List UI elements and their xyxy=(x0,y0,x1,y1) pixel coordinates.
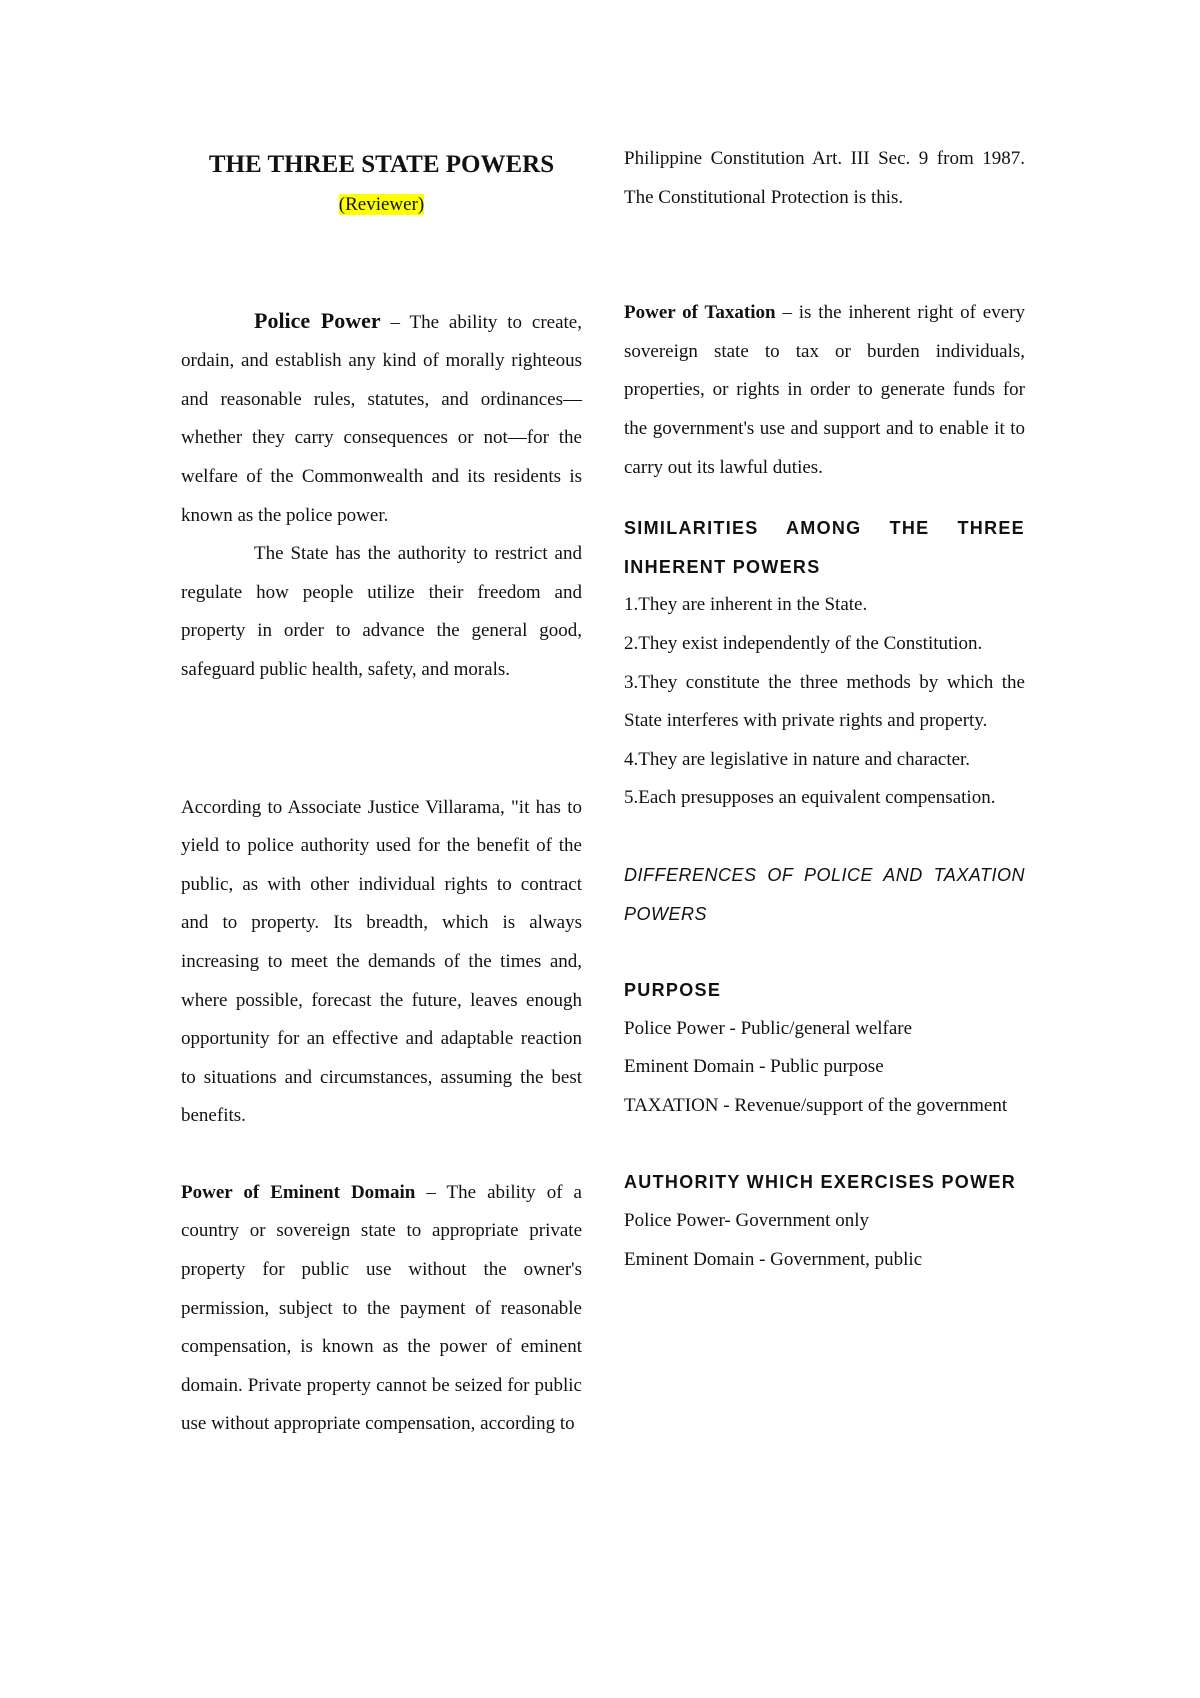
police-power-paragraph-2: The State has the authority to restrict and regulate how people utilize their freedom and property in order to advance the general good, safeguard public health, safety, and morals. xyxy=(181,543,582,680)
document-subtitle xyxy=(181,186,582,225)
police-power-paragraph xyxy=(181,302,582,536)
eminent-domain-definition: – The ability of a country or sovereign state to appropriate private property for public use without the owner's permission, subject to the payment of reasonable compensation, is known as the power of eminent domain. Private property cannot be seized for public use without appropriate compensation, according to xyxy=(181,1181,582,1435)
similarities-heading: SIMILARITIES AMONG THE THREE INHERENT POWERS xyxy=(624,518,1025,577)
document-title: THE THREE STATE POWERS xyxy=(208,151,555,178)
villarama-paragraph: According to Associate Justice Villarama, "it has to yield to police authority used for the benefit of the public, as with other individual rights to contract and to property. Its breadth, which is always increasing to meet the demands of the times and, where possible, forecast the future, leaves enough opportunity for an effective and adaptable reaction to situations and circumstances, assuming the best benefits. xyxy=(181,796,582,1127)
purpose-heading: PURPOSE xyxy=(624,980,722,1001)
similarity-item: 1.They are inherent in the State. xyxy=(624,594,868,616)
right-column xyxy=(624,140,1025,1279)
spacer xyxy=(624,933,1025,971)
spacer xyxy=(624,217,1025,294)
spacer xyxy=(624,1125,1025,1163)
authority-heading: AUTHORITY WHICH EXERCISES POWER xyxy=(624,1172,1016,1193)
authority-item: Police Power- Government only xyxy=(624,1210,869,1232)
spacer xyxy=(181,225,582,302)
spacer xyxy=(624,818,1025,856)
spacer xyxy=(181,767,582,789)
police-power-definition: – The ability to create, ordain, and establish any kind of morally righteous and reasonable rules, statutes, and ordinances—whether they carry consequences or not—for the welfare of the Commonwealth and its residents is known as the police power. xyxy=(181,311,582,526)
eminent-domain-paragraph xyxy=(181,1174,582,1444)
constitution-continuation: Philippine Constitution Art. III Sec. 9 from 1987. The Constitutional Protection is this. xyxy=(624,148,1025,208)
taxation-term: Power of Taxation xyxy=(624,302,776,324)
left-column xyxy=(181,140,582,1444)
police-power-term: Police Power xyxy=(254,307,381,333)
similarity-item: 3.They constitute the three methods by which the State interferes with private rights and property. xyxy=(624,671,1025,732)
similarity-item: 4.They are legislative in nature and character. xyxy=(624,748,971,770)
spacer xyxy=(624,487,1025,509)
purpose-item: TAXATION - Revenue/support of the government xyxy=(624,1094,1008,1116)
purpose-item: Eminent Domain - Public purpose xyxy=(624,1056,884,1078)
taxation-paragraph xyxy=(624,294,1025,487)
similarity-item: 5.Each presupposes an equivalent compensation. xyxy=(624,787,996,809)
purpose-item: Police Power - Public/general welfare xyxy=(624,1017,913,1039)
taxation-definition: – is the inherent right of every sovereign state to tax or burden individuals, properties, or rights in order to generate funds for the government's use and support and to enable it to carry out its lawful duties. xyxy=(624,302,1025,478)
differences-heading: DIFFERENCES OF POLICE AND TAXATION POWERS xyxy=(624,864,1025,924)
subtitle-highlight: (Reviewer) xyxy=(338,194,425,215)
authority-item: Eminent Domain - Government, public xyxy=(624,1248,923,1270)
eminent-domain-term: Power of Eminent Domain xyxy=(181,1181,416,1203)
similarity-item: 2.They exist independently of the Constitution. xyxy=(624,632,983,654)
spacer xyxy=(181,690,582,767)
spacer xyxy=(181,1136,582,1174)
